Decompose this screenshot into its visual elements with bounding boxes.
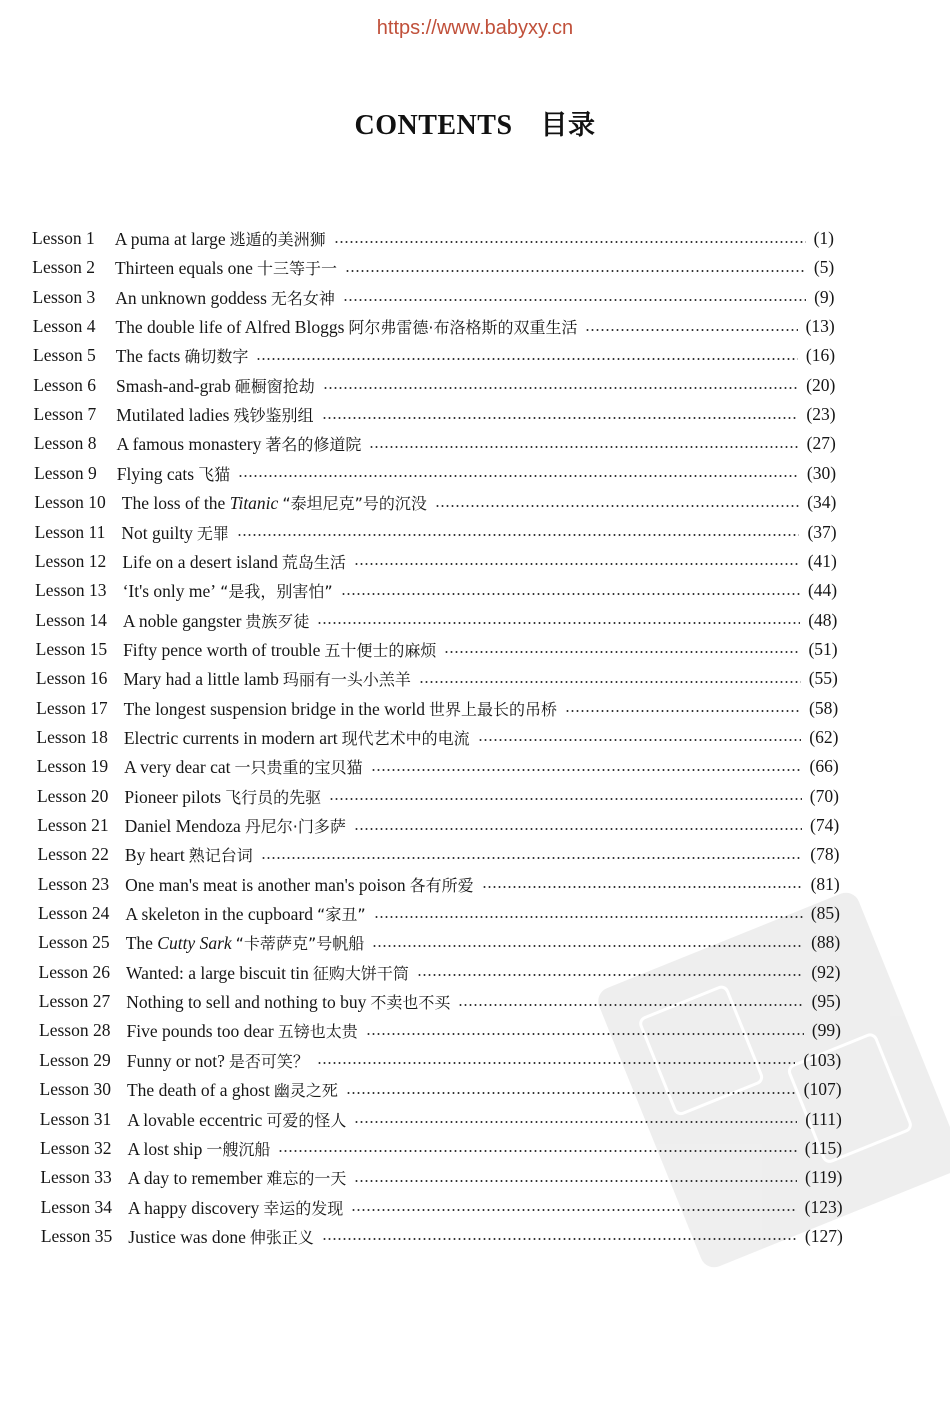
lesson-title <box>128 1225 314 1248</box>
lesson-number: Lesson 13 <box>35 580 107 601</box>
page-number: (85) <box>810 903 840 924</box>
lesson-title-english: A famous monastery <box>116 434 262 455</box>
lesson-title <box>123 667 411 690</box>
lesson-number: Lesson 17 <box>36 697 108 718</box>
lesson-title-english: A happy discovery <box>128 1197 260 1218</box>
lesson-title-english: A day to remember <box>127 1168 263 1189</box>
lesson-title <box>116 403 313 426</box>
lesson-number: Lesson 11 <box>34 521 106 542</box>
lesson-title-chinese: 不卖也不买 <box>370 993 451 1013</box>
lesson-number: Lesson 15 <box>35 638 108 659</box>
dot-leader <box>354 563 800 565</box>
lesson-title <box>127 1049 309 1072</box>
page-number: (44) <box>807 580 838 601</box>
dot-leader <box>354 1180 797 1182</box>
lesson-number: Lesson 26 <box>38 961 110 982</box>
lesson-title-english: Nothing to sell and nothing to buy <box>126 992 367 1013</box>
page-number: (34) <box>807 492 837 513</box>
lesson-title-english: A lost ship <box>127 1138 203 1159</box>
toc-row[interactable] <box>34 400 836 429</box>
toc-row[interactable] <box>34 429 836 458</box>
lesson-title-chinese: 是否可笑？ <box>228 1051 309 1071</box>
dot-leader <box>237 534 800 536</box>
lesson-title-chinese: 各有所爱 <box>409 875 474 895</box>
toc-row[interactable] <box>40 1075 842 1104</box>
toc-row[interactable] <box>32 224 834 253</box>
lesson-number: Lesson 1 <box>32 228 95 248</box>
lesson-title-english: Five pounds too dear <box>126 1021 274 1042</box>
page-number: (55) <box>808 668 838 689</box>
lesson-title <box>117 432 362 455</box>
page-number: (99) <box>811 1020 842 1041</box>
page-number: (58) <box>809 697 839 718</box>
title-english: CONTENTS <box>354 110 513 141</box>
lesson-title-english: Life on a desert island <box>122 551 278 572</box>
page-number: (13) <box>805 316 835 337</box>
toc-row[interactable] <box>33 341 835 370</box>
lesson-title <box>126 931 365 954</box>
dot-leader <box>345 270 806 272</box>
lesson-title-english <box>122 493 279 513</box>
lesson-title <box>128 1166 347 1189</box>
page-number: (20) <box>806 374 836 395</box>
lesson-number: Lesson 23 <box>37 873 110 894</box>
lesson-title-chinese: 世界上最长的吊桥 <box>428 699 557 719</box>
toc-row[interactable] <box>32 253 834 282</box>
lesson-title-chinese: “是我，别害怕” <box>220 582 333 602</box>
lesson-title-chinese: 飞猫 <box>198 464 231 484</box>
page-number: (78) <box>810 844 840 865</box>
lesson-title-english: Daniel Mendoza <box>124 816 241 836</box>
lesson-title <box>115 256 337 279</box>
page-number: (51) <box>808 638 838 659</box>
lesson-number: Lesson 5 <box>33 345 96 366</box>
lesson-title-chinese: 无名女神 <box>270 288 335 308</box>
page-number: (70) <box>809 785 839 806</box>
lesson-title <box>122 550 346 573</box>
dot-leader <box>366 1033 804 1035</box>
lesson-number: Lesson 19 <box>36 756 109 777</box>
lesson-title-chinese: 五十便士的麻烦 <box>324 640 437 660</box>
toc-row[interactable] <box>33 371 835 400</box>
dot-leader <box>374 916 803 918</box>
lesson-title-english: A noble gangster <box>122 610 242 631</box>
lesson-title-prefix: The loss of the <box>121 493 230 514</box>
page-number: (123) <box>804 1196 843 1217</box>
lesson-title <box>116 344 249 367</box>
lesson-number: Lesson 10 <box>34 492 106 513</box>
lesson-title-english: The double life of Alfred Bloggs <box>115 317 345 338</box>
lesson-title-chinese: 征购大饼干筒 <box>312 963 409 983</box>
page-number: (5) <box>813 257 835 278</box>
page-number: (115) <box>804 1137 843 1158</box>
lesson-title-chinese: 伸张正义 <box>249 1227 314 1247</box>
lesson-number: Lesson 31 <box>39 1108 112 1129</box>
lesson-title-chinese: 熟记台词 <box>188 846 253 866</box>
lesson-title <box>125 814 346 837</box>
lesson-number: Lesson 9 <box>34 462 97 483</box>
lesson-title-english: An unknown goddess <box>115 287 267 308</box>
lesson-title <box>121 521 228 544</box>
dot-leader <box>323 387 798 389</box>
toc-row[interactable] <box>37 782 839 811</box>
page-number: (27) <box>806 433 836 454</box>
toc-row[interactable] <box>41 1193 843 1222</box>
lesson-title <box>124 697 557 720</box>
lesson-number: Lesson 35 <box>40 1225 113 1246</box>
lesson-number: Lesson 28 <box>39 1020 111 1041</box>
lesson-number: Lesson 7 <box>33 404 97 425</box>
lesson-title-chinese: 可爱的怪人 <box>266 1110 347 1130</box>
lesson-title <box>124 785 321 808</box>
ship-name: Titanic <box>229 493 279 514</box>
toc-row[interactable] <box>38 870 840 899</box>
dot-leader <box>585 329 797 331</box>
page-title <box>0 103 950 142</box>
page-number: (111) <box>805 1108 842 1129</box>
lesson-number: Lesson 8 <box>33 433 97 454</box>
lesson-number: Lesson 25 <box>38 932 110 953</box>
lesson-title <box>126 961 409 984</box>
toc-row[interactable] <box>34 459 836 488</box>
toc-row[interactable] <box>36 723 838 752</box>
lesson-title-chinese: 丹尼尔·门多萨 <box>244 817 346 836</box>
lesson-number: Lesson 32 <box>40 1137 112 1158</box>
lesson-title <box>122 491 427 514</box>
lesson-title-chinese: 荒岛生活 <box>281 552 346 572</box>
lesson-title-english: Wanted: a large biscuit tin <box>125 962 309 983</box>
dot-leader <box>238 475 799 477</box>
lesson-title-english: The facts <box>115 346 181 367</box>
toc-row[interactable] <box>34 488 836 517</box>
dot-leader <box>322 1238 797 1240</box>
lesson-title-chinese: 阿尔弗雷德·布洛格斯的双重生活 <box>348 318 578 338</box>
lesson-title-prefix: The <box>125 933 158 954</box>
lesson-title <box>126 1019 357 1042</box>
toc-row[interactable] <box>35 518 837 547</box>
toc-row[interactable] <box>39 1016 841 1045</box>
toc-row[interactable] <box>36 694 838 723</box>
toc-row[interactable] <box>39 987 841 1016</box>
dot-leader <box>343 299 806 301</box>
lesson-title-english: Electric currents in modern art <box>123 727 338 748</box>
lesson-title <box>123 609 310 632</box>
dot-leader <box>371 769 802 771</box>
toc-row[interactable] <box>38 928 840 957</box>
page-number: (30) <box>806 462 837 483</box>
lesson-title-english <box>126 933 232 953</box>
lesson-title-english: Pioneer pilots <box>124 786 222 807</box>
lesson-title-chinese: “泰坦尼克”号的沉没 <box>282 494 427 514</box>
toc-row[interactable] <box>33 312 835 341</box>
lesson-number: Lesson 24 <box>37 903 110 924</box>
lesson-title <box>124 755 362 778</box>
lesson-title <box>125 873 473 896</box>
page-number: (127) <box>804 1225 843 1246</box>
toc-row[interactable] <box>38 899 840 928</box>
lesson-title-chinese: “家丑” <box>317 905 366 925</box>
lesson-title-english: By heart <box>124 845 185 866</box>
lesson-title-english: Mutilated ladies <box>116 405 230 426</box>
lesson-title-chinese: “卡蒂萨克”号帆船 <box>235 934 365 954</box>
lesson-number: Lesson 30 <box>39 1079 111 1100</box>
lesson-title-chinese: 确切数字 <box>184 347 249 367</box>
page-number: (16) <box>805 345 836 366</box>
lesson-title <box>127 1078 338 1101</box>
lesson-title-chinese: 无罪 <box>196 523 229 543</box>
lesson-title-chinese: 难忘的一天 <box>266 1169 347 1189</box>
dot-leader <box>419 681 801 683</box>
dot-leader <box>458 1004 803 1006</box>
lesson-title <box>116 374 315 397</box>
page-number: (119) <box>805 1167 843 1188</box>
page-number: (95) <box>811 991 841 1012</box>
dot-leader <box>334 241 806 243</box>
toc-row[interactable] <box>41 1222 843 1251</box>
lesson-title-chinese: 十三等于一 <box>256 259 337 279</box>
lesson-title-chinese: 飞行员的先驱 <box>225 787 322 807</box>
page-number: (92) <box>811 961 841 982</box>
lesson-number: Lesson 34 <box>40 1196 113 1217</box>
lesson-title-chinese: 五镑也太贵 <box>277 1022 358 1042</box>
lesson-title-english: The death of a ghost <box>126 1080 270 1101</box>
lesson-title <box>115 315 577 338</box>
lesson-title-english: Funny or not? <box>126 1050 225 1071</box>
toc-row[interactable] <box>40 1163 842 1192</box>
lesson-title-chinese: 一只贵重的宝贝猫 <box>234 758 363 778</box>
toc-row[interactable] <box>36 635 838 664</box>
lesson-number: Lesson 12 <box>34 550 107 571</box>
lesson-title-chinese: 一艘沉船 <box>206 1139 271 1159</box>
lesson-title <box>126 990 450 1013</box>
toc-row[interactable] <box>33 283 835 312</box>
lesson-title-english: Thirteen equals one <box>114 258 253 279</box>
lesson-number: Lesson 6 <box>33 374 96 395</box>
dot-leader <box>317 622 800 624</box>
lesson-title-english: ‘It's only me’ <box>122 581 217 602</box>
dot-leader <box>354 828 802 830</box>
dot-leader <box>261 857 803 859</box>
lesson-title-chinese: 残钞鉴别组 <box>233 406 314 426</box>
lesson-title <box>115 227 326 250</box>
dot-leader <box>372 945 803 947</box>
lesson-number: Lesson 14 <box>35 609 107 630</box>
page-number: (103) <box>803 1049 842 1070</box>
lesson-title-english: Smash-and-grab <box>116 375 231 396</box>
lesson-title-english: Fifty pence worth of trouble <box>123 639 321 660</box>
lesson-title-chinese: 砸橱窗抢劫 <box>234 376 315 396</box>
dot-leader <box>341 593 800 595</box>
lesson-title <box>115 286 335 309</box>
dot-leader <box>444 651 800 653</box>
header-url[interactable]: https://www.babyxy.cn <box>376 17 574 39</box>
lesson-number: Lesson 22 <box>37 844 109 865</box>
dot-leader <box>435 505 799 507</box>
lesson-title-english: The longest suspension bridge in the world <box>123 698 425 719</box>
page-number: (1) <box>813 228 834 248</box>
lesson-number: Lesson 3 <box>32 286 96 307</box>
page-number: (41) <box>807 550 837 571</box>
lesson-title-english: A puma at large <box>114 229 226 249</box>
lesson-title <box>123 638 436 661</box>
lesson-title-chinese: 著名的修道院 <box>265 435 362 455</box>
lesson-number: Lesson 29 <box>39 1049 111 1070</box>
lesson-title-english: One man's meat is another man's poison <box>125 874 406 895</box>
toc-row[interactable] <box>37 811 839 840</box>
lesson-number: Lesson 20 <box>36 785 109 806</box>
toc-row[interactable] <box>35 606 837 635</box>
page-number: (81) <box>810 873 840 894</box>
dot-leader <box>351 1209 796 1211</box>
lesson-title-chinese: 幸运的发现 <box>263 1198 344 1218</box>
lesson-title-english: A skeleton in the cupboard <box>125 904 314 925</box>
toc-row[interactable] <box>37 840 839 869</box>
page-number: (74) <box>810 815 840 835</box>
lesson-number: Lesson 33 <box>40 1167 112 1188</box>
page-number: (23) <box>806 404 836 425</box>
toc-row[interactable] <box>40 1105 842 1134</box>
toc-row[interactable] <box>35 576 837 605</box>
toc-row[interactable] <box>37 752 839 781</box>
lesson-number: Lesson 21 <box>37 815 109 835</box>
dot-leader <box>565 710 801 712</box>
toc-row[interactable] <box>35 547 837 576</box>
lesson-title-chinese: 现代艺术中的电流 <box>341 728 470 748</box>
lesson-title <box>117 462 230 485</box>
dot-leader <box>417 974 803 976</box>
lesson-title <box>125 902 365 925</box>
ship-name: Cutty Sark <box>157 933 232 954</box>
dot-leader <box>478 739 802 741</box>
page-number: (107) <box>803 1079 842 1100</box>
dot-leader <box>329 798 802 800</box>
lesson-title-chinese: 贵族歹徒 <box>245 611 310 631</box>
toc-row[interactable] <box>36 664 838 693</box>
page-number: (37) <box>807 521 837 542</box>
toc-row[interactable] <box>40 1134 842 1163</box>
page-number: (9) <box>814 286 835 307</box>
page-number: (62) <box>809 726 839 747</box>
dot-leader <box>317 1062 795 1064</box>
title-chinese: 目录 <box>540 110 596 141</box>
lesson-number: Lesson 2 <box>32 257 95 278</box>
dot-leader <box>354 1121 797 1123</box>
dot-leader <box>346 1092 796 1094</box>
lesson-title <box>123 579 333 602</box>
lesson-title <box>128 1137 271 1160</box>
lesson-title-english: Justice was done <box>128 1226 246 1247</box>
lesson-title-english: Flying cats <box>116 463 195 484</box>
lesson-number: Lesson 16 <box>35 668 108 689</box>
page-number: (88) <box>811 932 841 953</box>
lesson-title <box>124 726 470 749</box>
lesson-title-chinese: 幽灵之死 <box>273 1081 338 1101</box>
lesson-title-english: Mary had a little lamb <box>123 669 279 690</box>
lesson-title-chinese: 玛丽有一头小羔羊 <box>282 670 411 690</box>
toc-row[interactable] <box>39 1046 841 1075</box>
page-number: (66) <box>809 756 839 777</box>
dot-leader <box>482 886 803 888</box>
dot-leader <box>322 417 799 419</box>
lesson-title <box>127 1108 346 1131</box>
dot-leader <box>278 1150 796 1152</box>
dot-leader <box>369 446 798 448</box>
lesson-number: Lesson 4 <box>32 316 96 337</box>
lesson-number: Lesson 18 <box>36 726 108 747</box>
toc-row[interactable] <box>39 958 841 987</box>
dot-leader <box>256 358 798 360</box>
lesson-number: Lesson 27 <box>38 991 111 1012</box>
lesson-title-english: A lovable eccentric <box>127 1109 263 1130</box>
page-number: (48) <box>808 609 838 630</box>
lesson-title-english: Not guilty <box>121 522 193 543</box>
lesson-title <box>125 843 253 866</box>
lesson-title <box>128 1196 343 1219</box>
lesson-title-english: A very dear cat <box>124 757 231 778</box>
lesson-title-chinese: 逃遁的美洲狮 <box>229 230 326 249</box>
